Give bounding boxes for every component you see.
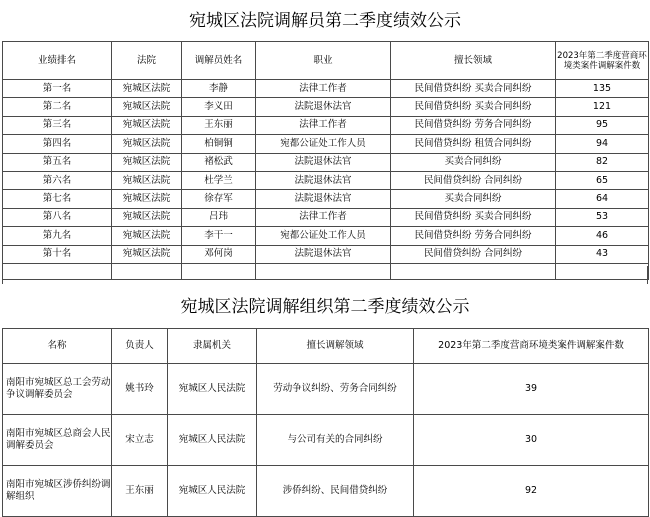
org-case-count-cell: 30: [414, 415, 649, 466]
rank-cell: 第八名: [3, 208, 112, 226]
mediator-title: 宛城区法院调解员第二季度绩效公示: [189, 11, 461, 31]
case-count-cell: 65: [556, 171, 649, 189]
rank-cell: 第三名: [3, 116, 112, 134]
job-cell: 法律工作者: [256, 80, 391, 98]
court-cell: 宛城区法院: [112, 80, 182, 98]
table-row: [3, 153, 649, 171]
agency-cell: 宛城区人民法院: [168, 415, 257, 466]
table-row: [3, 116, 649, 134]
table-row: [3, 415, 649, 466]
mediator-table: [2, 41, 649, 280]
field-cell: 民间借贷纠纷 买卖合同纠纷: [391, 80, 556, 98]
court-cell: 宛城区法院: [112, 98, 182, 116]
header-job: 职业: [256, 42, 391, 80]
job-cell: 法院退休法官: [256, 190, 391, 208]
field-cell: 买卖合同纠纷: [391, 190, 556, 208]
header-org-field: 擅长调解领域: [257, 329, 414, 364]
table-row: [3, 466, 649, 517]
court-cell: 宛城区法院: [112, 208, 182, 226]
mediator-name-cell: 褚松武: [182, 153, 256, 171]
header-leader: 负责人: [112, 329, 168, 364]
field-cell: 民间借贷纠纷 合同纠纷: [391, 171, 556, 189]
mediator-name-cell: 李静: [182, 80, 256, 98]
leader-cell: 姚书玲: [112, 364, 168, 415]
table-row: [3, 98, 649, 116]
court-cell: 宛城区法院: [112, 116, 182, 134]
header-org-name: 名称: [3, 329, 112, 364]
header-case-count: 2023年第二季度营商环境类案件调解案件数: [556, 42, 649, 80]
org-field-cell: 涉侨纠纷、民间借贷纠纷: [257, 466, 414, 517]
org-name-cell: 南阳市宛城区涉侨纠纷调解组织: [3, 466, 112, 517]
leader-cell: 宋立志: [112, 415, 168, 466]
case-count-cell: 121: [556, 98, 649, 116]
job-cell: 法律工作者: [256, 116, 391, 134]
header-court: 法院: [112, 42, 182, 80]
rank-cell: 第十名: [3, 245, 112, 263]
mediator-name-cell: 吕玮: [182, 208, 256, 226]
court-cell: 宛城区法院: [112, 190, 182, 208]
section-gap: [2, 266, 648, 284]
header-org-case-count: 2023年第二季度营商环境类案件调解案件数: [414, 329, 649, 364]
court-cell: 宛城区法院: [112, 153, 182, 171]
field-cell: 民间借贷纠纷 劳务合同纠纷: [391, 116, 556, 134]
org-case-count-cell: 39: [414, 364, 649, 415]
table-row: [3, 80, 649, 98]
field-cell: 买卖合同纠纷: [391, 153, 556, 171]
court-cell: 宛城区法院: [112, 135, 182, 153]
table-row: [3, 364, 649, 415]
mediator-name-cell: 杜学兰: [182, 171, 256, 189]
organization-table: [2, 328, 649, 517]
organization-header-row: [3, 329, 649, 364]
mediator-header-row: [3, 42, 649, 80]
court-cell: 宛城区法院: [112, 245, 182, 263]
table-row: [3, 208, 649, 226]
court-cell: 宛城区法院: [112, 171, 182, 189]
job-cell: 法院退休法官: [256, 245, 391, 263]
mediator-name-cell: 邓何岗: [182, 245, 256, 263]
job-cell: 宛都公证处工作人员: [256, 227, 391, 245]
job-cell: 法院退休法官: [256, 153, 391, 171]
case-count-cell: 135: [556, 80, 649, 98]
case-count-cell: 82: [556, 153, 649, 171]
table-row: [3, 171, 649, 189]
case-count-cell: 53: [556, 208, 649, 226]
case-count-cell: 94: [556, 135, 649, 153]
job-cell: 法院退休法官: [256, 98, 391, 116]
agency-cell: 宛城区人民法院: [168, 364, 257, 415]
header-field: 擅长领域: [391, 42, 556, 80]
table-row: [3, 190, 649, 208]
field-cell: 民间借贷纠纷 买卖合同纠纷: [391, 98, 556, 116]
header-rank: 业绩排名: [3, 42, 112, 80]
org-name-cell: 南阳市宛城区总工会劳动争议调解委员会: [3, 364, 112, 415]
leader-cell: 王东丽: [112, 466, 168, 517]
court-cell: 宛城区法院: [112, 227, 182, 245]
job-cell: 宛都公证处工作人员: [256, 135, 391, 153]
case-count-cell: 43: [556, 245, 649, 263]
mediator-name-cell: 徐存军: [182, 190, 256, 208]
field-cell: 民间借贷纠纷 买卖合同纠纷: [391, 208, 556, 226]
field-cell: 民间借贷纠纷 租赁合同纠纷: [391, 135, 556, 153]
job-cell: 法院退休法官: [256, 171, 391, 189]
organization-title: 宛城区法院调解组织第二季度绩效公示: [180, 297, 470, 317]
rank-cell: 第六名: [3, 171, 112, 189]
table-row: [3, 135, 649, 153]
org-case-count-cell: 92: [414, 466, 649, 517]
mediator-name-cell: 李义田: [182, 98, 256, 116]
field-cell: 民间借贷纠纷 合同纠纷: [391, 245, 556, 263]
org-name-cell: 南阳市宛城区总商会人民调解委员会: [3, 415, 112, 466]
rank-cell: 第二名: [3, 98, 112, 116]
case-count-cell: 95: [556, 116, 649, 134]
header-agency: 隶属机关: [168, 329, 257, 364]
mediator-name-cell: 李干一: [182, 227, 256, 245]
table-row: [3, 245, 649, 263]
rank-cell: 第九名: [3, 227, 112, 245]
mediator-name-cell: 柏铜铜: [182, 135, 256, 153]
case-count-cell: 64: [556, 190, 649, 208]
rank-cell: 第五名: [3, 153, 112, 171]
case-count-cell: 46: [556, 227, 649, 245]
job-cell: 法律工作者: [256, 208, 391, 226]
field-cell: 民间借贷纠纷 劳务合同纠纷: [391, 227, 556, 245]
org-field-cell: 劳动争议纠纷、劳务合同纠纷: [257, 364, 414, 415]
rank-cell: 第一名: [3, 80, 112, 98]
org-field-cell: 与公司有关的合同纠纷: [257, 415, 414, 466]
header-mediator-name: 调解员姓名: [182, 42, 256, 80]
agency-cell: 宛城区人民法院: [168, 466, 257, 517]
table-row: [3, 227, 649, 245]
rank-cell: 第七名: [3, 190, 112, 208]
mediator-name-cell: 王东丽: [182, 116, 256, 134]
rank-cell: 第四名: [3, 135, 112, 153]
